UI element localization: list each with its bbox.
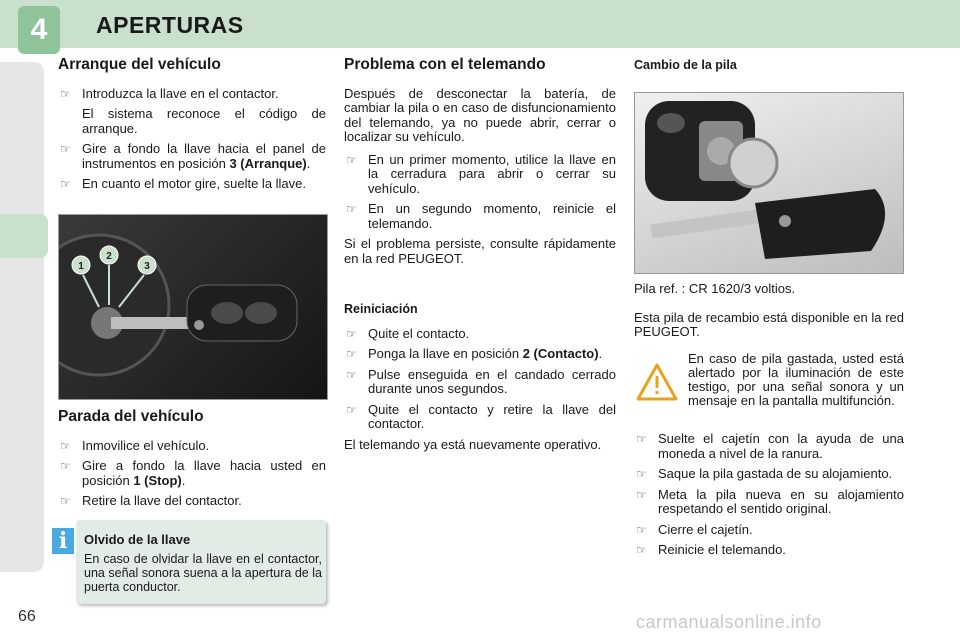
info-title: Olvido de la llave (84, 532, 191, 547)
pila-steps-column (634, 432, 904, 564)
intro-text: Después de desconectar la batería, de cambiar la pila o en caso de disfuncionamiento del telemando, ya no puede abrir, cerrar o localizar su vehículo. (344, 85, 616, 144)
list-item: ☞ Cierre el cajetín. (634, 523, 904, 538)
list-item: ☞ Quite el contacto. (344, 327, 616, 342)
section-heading-reiniciacion: Reiniciación (344, 302, 418, 316)
final-text: El telemando ya está nuevamente operativo. (344, 436, 602, 452)
pila-disponible-text: Esta pila de recambio está disponible en la red PEUGEOT. (634, 309, 904, 339)
list-item: ☞ En cuanto el motor gire, suelte la llave. (58, 177, 326, 192)
column-telemando (344, 58, 616, 460)
list-item: ☞ Quite el contacto y retire la llave del contactor. (344, 403, 616, 432)
warning-text: En caso de pila gastada, usted está alertado por la iluminación de este testigo, por una señal sonora y un mensaje en la pantalla multifunción. (688, 351, 904, 408)
position-label-1: 1 (78, 261, 84, 272)
info-icon: i (52, 528, 74, 554)
list-item: ☞ Retire la llave del contactor. (58, 494, 326, 509)
reiniciacion-steps (344, 327, 616, 432)
list-item: El sistema reconoce el código de arranque. (82, 106, 326, 136)
side-strip (0, 62, 44, 572)
position-label-2: 2 (106, 251, 112, 262)
column-arranque (58, 58, 326, 198)
section-heading-telemando: Problema con el telemando (344, 56, 546, 73)
page-number: 66 (18, 608, 36, 625)
arranque-steps (58, 87, 326, 192)
list-item: ☞ En un segundo momento, reinicie el telemando. (344, 202, 616, 231)
page-title: APERTURAS (96, 12, 244, 38)
ignition-key-photo (58, 214, 328, 400)
list-item: ☞ Suelte el cajetín con la ayuda de una moneda a nivel de la ranura. (634, 432, 904, 461)
list-item: ☞ Introduzca la llave en el contactor. (58, 87, 326, 102)
column-pila (634, 58, 904, 83)
telemando-steps (344, 153, 616, 232)
position-label-3: 3 (144, 261, 150, 272)
pila-steps (634, 432, 904, 558)
pila-info (634, 282, 904, 348)
info-text: En caso de olvidar la llave en el contactor, una señal sonora suena a la apertura de la puerta conductor. (84, 552, 322, 594)
pila-ref-text: Pila ref. : CR 1620/3 voltios. (634, 281, 796, 296)
chapter-side-tab (0, 214, 48, 258)
list-item: ☞ Inmovilice el vehículo. (58, 439, 326, 454)
list-item: ☞ Gire a fondo la llave hacia el panel de instrumentos en posición 3 (Arranque). (58, 142, 326, 171)
section-heading-pila: Cambio de la pila (634, 58, 737, 72)
section-heading-parada: Parada del vehículo (58, 408, 204, 425)
list-item: ☞ Gire a fondo la llave hacia usted en posición 1 (Stop). (58, 459, 326, 488)
list-item: ☞ Reinicie el telemando. (634, 543, 904, 558)
battery-change-photo (634, 92, 904, 274)
list-item: ☞ Pulse enseguida en el candado cerrado durante unos segundos. (344, 368, 616, 397)
parada-steps (58, 439, 326, 509)
warning-triangle-icon (636, 362, 678, 402)
section-heading-arranque: Arranque del vehículo (58, 56, 221, 73)
list-item: ☞ Ponga la llave en posición 2 (Contacto). (344, 347, 616, 362)
outro-text: Si el problema persiste, consulte rápidamente en la red PEUGEOT. (344, 236, 616, 266)
column-parada (58, 410, 326, 515)
list-item: ☞ Saque la pila gastada de su alojamiento. (634, 467, 904, 482)
list-item: ☞ En un primer momento, utilice la llave en la cerradura para abrir o cerrar su vehículo. (344, 153, 616, 197)
chapter-number: 4 (18, 6, 60, 54)
watermark: carmanualsonline.info (636, 612, 822, 632)
list-item: ☞ Meta la pila nueva en su alojamiento respetando el sentido original. (634, 488, 904, 517)
